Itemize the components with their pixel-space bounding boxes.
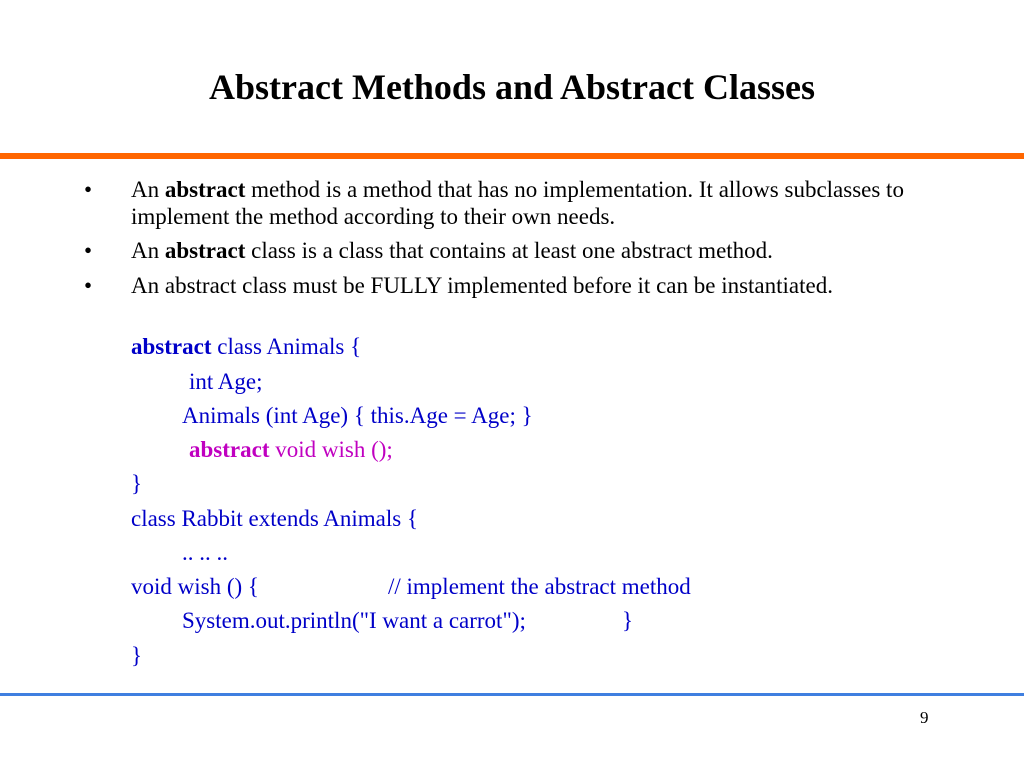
code-line: }	[131, 643, 143, 668]
bullet-text-lead: An	[131, 177, 165, 202]
page-number: 9	[920, 708, 929, 727]
code-line	[131, 333, 361, 360]
bullet-text-rest: method is a method that has no implementation. It allows subclasses to implement the method according to their own needs.	[131, 177, 904, 229]
bullet-marker: •	[84, 238, 93, 263]
code-line: class Rabbit extends Animals {	[131, 506, 419, 531]
slide-title: Abstract Methods and Abstract Classes	[209, 67, 815, 107]
bullet-keyword: abstract	[164, 238, 246, 263]
code-line: System.out.println("I want a carrot");	[182, 608, 526, 633]
code-text: void wish ();	[269, 437, 393, 462]
bullet-marker: •	[84, 273, 93, 298]
code-line: }	[131, 471, 143, 496]
code-comment: // implement the abstract method	[388, 574, 691, 599]
code-line	[189, 436, 393, 463]
code-line: Animals (int Age) { this.Age = Age; }	[182, 403, 533, 428]
code-line: void wish () {	[131, 574, 259, 599]
bullet-text-lead: An abstract class must be FULLY implemented before it can be instantiated.	[131, 273, 833, 298]
bullet-text	[131, 272, 941, 299]
code-line: int Age;	[189, 369, 263, 394]
bullet-marker: •	[84, 177, 93, 202]
footer-divider-rule	[0, 693, 1024, 696]
code-keyword: abstract	[189, 437, 270, 462]
bullet-text	[131, 176, 941, 230]
bullet-text	[131, 237, 941, 264]
code-line: .. .. ..	[182, 540, 228, 565]
bullet-text-rest: class is a class that contains at least one abstract method.	[245, 238, 773, 263]
title-divider-rule	[0, 153, 1024, 159]
code-keyword: abstract	[131, 334, 212, 359]
bullet-text-lead: An	[131, 238, 165, 263]
bullet-keyword: abstract	[164, 177, 246, 202]
code-text: class Animals {	[211, 334, 362, 359]
code-line: }	[622, 608, 634, 633]
